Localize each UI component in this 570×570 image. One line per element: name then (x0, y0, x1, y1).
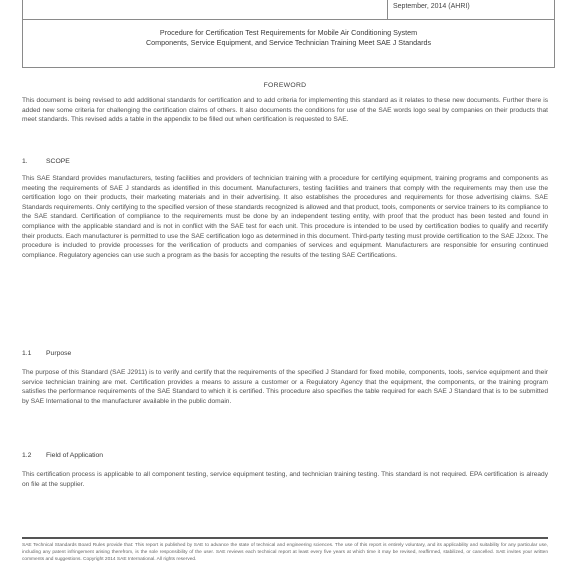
field-text: This certification process is applicable to all component testing, service equipment testing, and technician training testing. This standard is not required. EPA certification is already on file at the supplier. (22, 471, 548, 488)
scope-number: 1. (22, 158, 28, 165)
field-heading (22, 452, 103, 459)
purpose-number: 1.1 (22, 350, 32, 357)
foreword-heading: FOREWORD (263, 82, 307, 89)
scope-heading (22, 158, 70, 165)
scope-text: This SAE Standard provides manufacturers, testing facilities and providers of technician training with a procedure for certifying equipment, training programs and components as meeting the requirements of SAE J standards as identified in this document. Manufacturers, testing facilities and trainers that comply with the requirements may then use the certification logo on their products, their marketing materials and in their advertising. It also establishes the procedures and requirements for those advertising claims. SAE Standards requirements. Only certifying to the specified version of these standards recognized is allowed and that product, tools, components or service trainers to its compliance to the SAE standard. Certification of compliance to the requirements must be done by an independent testing entity, with proof that the product has been tested and found in compliance with the applicable standard and is not in conflict with the SAE test for each unit. This procedure is intended to be used by certification bodies to qualify and recertify their products. Each manufacturer is permitted to use the SAE certification logo as determined in this document. Third-party testing must provide certification to the SAE J2xxx. The procedure is included to provide processes for the verification of products and companies of services and equipment. Manufacturers are responsible for ensuring continued compliance. Regulatory agencies can use such a program as the basis for accepting the results of the testing SAE Certifications. (22, 175, 548, 259)
footer-notice: SAE Technical Standards Board Rules provide that: This report is published by SAE to advance the state of technical and engineering sciences. The use of this report is entirely voluntary, and its applicability and suitability for any particular use, including any patent infringement arising therefrom, is the sole responsibility of the user. SAE reviews each technical report at least every five years at which time it may be revised, reaffirmed, stabilized, or cancelled. SAE invites your written comments and suggestions. Copyright 2014 SAE International. All rights reserved. (22, 543, 548, 562)
field-number: 1.2 (22, 452, 32, 459)
purpose-heading (22, 350, 71, 357)
title-line-1: Procedure for Certification Test Requirements for Mobile Air Conditioning System (159, 28, 418, 37)
header-box (22, 0, 555, 68)
field-title: Field of Application (46, 452, 104, 459)
document-title (27, 28, 550, 48)
footer-rule (22, 537, 548, 539)
purpose-text: The purpose of this Standard (SAE J2911) is to verify and certify that the requirements of the specified J Standard for fixed mobile, components, tools, service equipment and their service technician training are met. Certification provides a means to assure a customer or a Regulatory Agency that the equipment, the components, or the training program satisfies the performance requirements of the SAE Standard to which it is certified. This procedure also specifies the table required for each SAE J Standard that is to be submitted by SAE International to the manufacturer available in the public domain. (22, 369, 548, 405)
purpose-title: Purpose (46, 350, 72, 357)
header-date: September, 2014 (AHRI) (393, 3, 470, 10)
header-divider (387, 0, 388, 19)
header-rule (23, 19, 554, 20)
foreword-text: This document is being revised to add additional standards for certification and to add criteria for implementing this standard as it relates to these new documents. Further there is added new some criteria for challenging the certification claims of others. It also documents the conditions for use of the SAE words logo seal by companies on their products that meet standards. This revised adds a table in the appendix to be filled out when certification is requested to SAE. (22, 97, 548, 124)
title-line-2: Components, Service Equipment, and Service Technician Training Meet SAE J Standards (145, 38, 432, 47)
scope-title: SCOPE (46, 158, 70, 165)
